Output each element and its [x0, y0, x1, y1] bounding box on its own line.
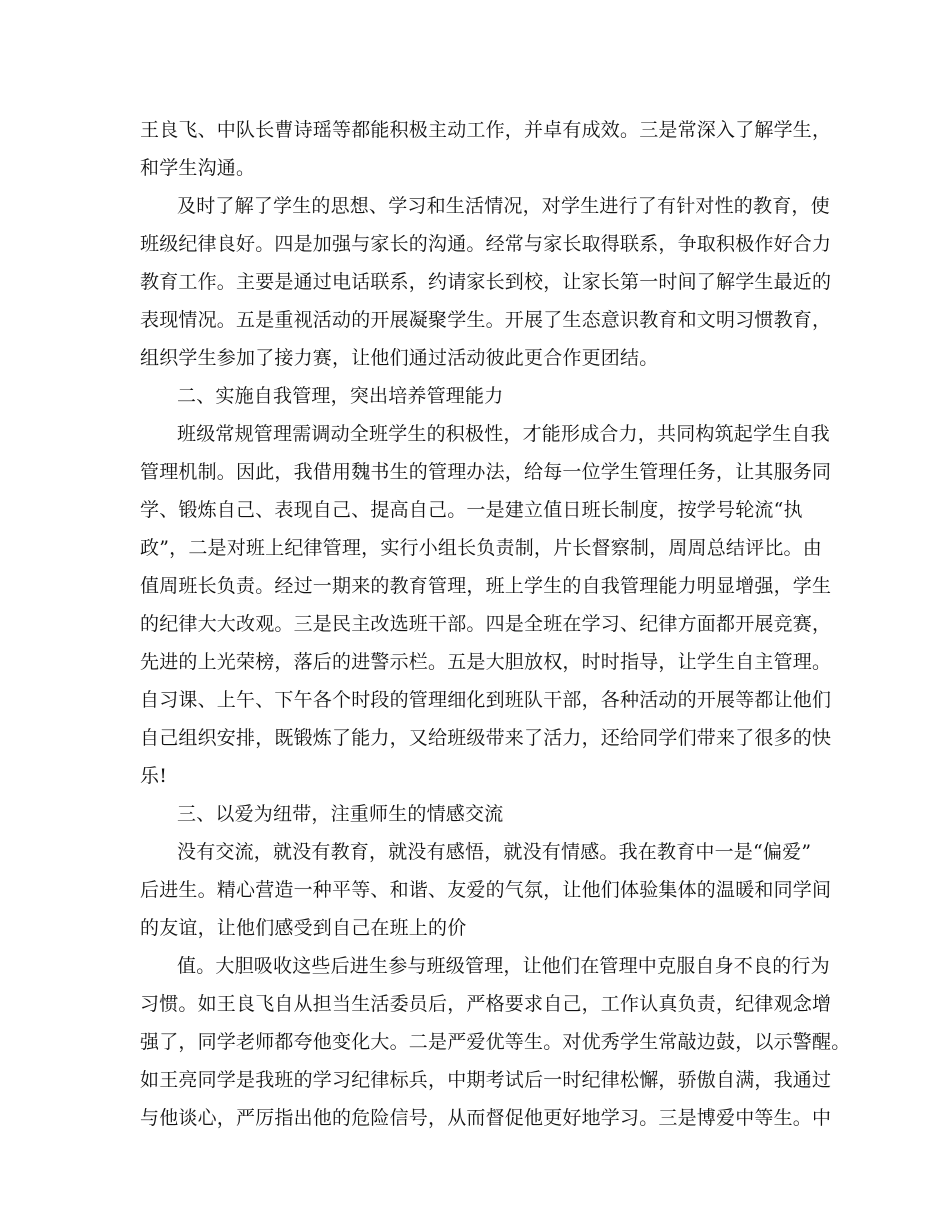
text-line: 先进的上光荣榜，落后的进警示栏。五是大胆放权，时时指导，让学生自主管理。 [140, 651, 832, 673]
text-line: 后进生。精心营造一种平等、和谐、友爱的气氛，让他们体验集体的温暖和同学间 [140, 879, 832, 901]
text-line: 强了，同学老师都夸他变化大。二是严爱优等生。对优秀学生常敲边鼓，以示警醒。 [140, 1031, 851, 1053]
text-line: 习惯。如王良飞自从担当生活委员后，严格要求自己，工作认真负责，纪律观念增 [140, 993, 832, 1015]
text-line: 的纪律大大改观。三是民主改选班干部。四是全班在学习、纪律方面都开展竞赛， [140, 613, 832, 635]
text-line: 及时了解了学生的思想、学习和生活情况，对学生进行了有针对性的教育，使 [177, 195, 830, 217]
text-line: 值。大胆吸收这些后进生参与班级管理，让他们在管理中克服自身不良的行为 [177, 955, 830, 977]
text-line: 组织学生参加了接力赛，让他们通过活动彼此更合作更团结。 [140, 347, 659, 369]
text-line: 表现情况。五是重视活动的开展凝聚学生。开展了生态意识教育和文明习惯教育， [140, 309, 832, 331]
section-heading: 二、实施自我管理，突出培养管理能力 [177, 385, 504, 407]
text-line: 自习课、上午、下午各个时段的管理细化到班队干部，各种活动的开展等都让他们 [140, 689, 832, 711]
text-line: 值周班长负责。经过一期来的教育管理，班上学生的自我管理能力明显增强，学生 [140, 575, 832, 597]
text-line: 班级常规管理需调动全班学生的积极性，才能形成合力，共同构筑起学生自我 [177, 423, 830, 445]
text-line: 管理机制。因此，我借用魏书生的管理办法，给每一位学生管理任务，让其服务同 [140, 461, 832, 483]
text-line: 政”，二是对班上纪律管理，实行小组长负责制，片长督察制，周周总结评比。由 [140, 537, 822, 559]
section-heading: 三、以爱为纽带，注重师生的情感交流 [177, 803, 504, 825]
text-line: 与他谈心，严厉指出他的危险信号，从而督促他更好地学习。三是博爱中等生。中 [140, 1107, 832, 1129]
text-line: 的友谊，让他们感受到自己在班上的价 [140, 917, 467, 939]
text-line: 乐! [140, 765, 168, 787]
text-line: 没有交流，就没有教育，就没有感悟，就没有情感。我在教育中一是“偏爱” [177, 841, 812, 863]
text-line: 教育工作。主要是通过电话联系，约请家长到校，让家长第一时间了解学生最近的 [140, 271, 832, 293]
text-line: 班级纪律良好。四是加强与家长的沟通。经常与家长取得联系，争取积极作好合力 [140, 233, 832, 255]
text-line: 如王亮同学是我班的学习纪律标兵，中期考试后一时纪律松懈，骄傲自满，我通过 [140, 1069, 832, 1091]
text-line: 学、锻炼自己、表现自己、提高自己。一是建立值日班长制度，按学号轮流“执 [140, 499, 803, 521]
text-line: 和学生沟通。 [140, 157, 256, 179]
text-line: 自己组织安排，既锻炼了能力，又给班级带来了活力，还给同学们带来了很多的快 [140, 727, 832, 749]
text-line: 王良飞、中队长曹诗瑶等都能积极主动工作，并卓有成效。三是常深入了解学生， [140, 119, 832, 141]
